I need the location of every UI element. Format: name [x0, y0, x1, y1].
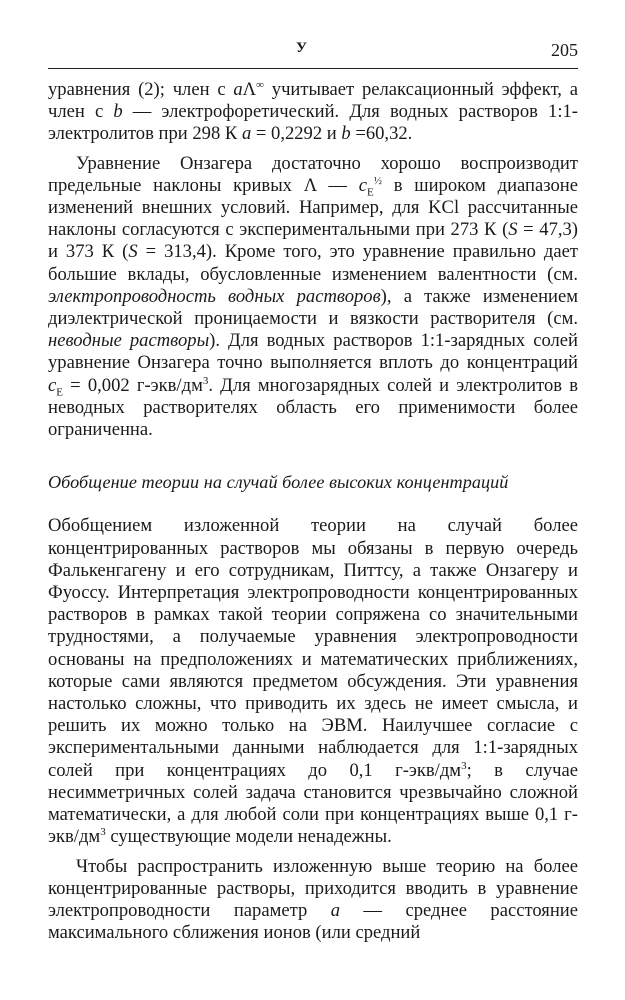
text-run: Чтобы распространить изложенную выше теорию на более концентрированные растворы, приходится вводить в уравнение электропроводности параметр	[48, 855, 578, 921]
text-run: . Для многозарядных солей и электролитов в неводных растворителях область его применимости более ограниченна.	[48, 374, 579, 441]
running-head	[48, 30, 578, 60]
symbol-s: S	[508, 219, 518, 241]
text-run: — среднее расстояние максимального сближения ионов (или средний	[48, 899, 578, 944]
text-run: ; в случае несимметричных солей задача становится чрезвычайно сложной математически, а для любой соли при концентрациях выше 0,1 г-экв/дм	[48, 759, 579, 848]
superscript-infinity: ∞	[256, 78, 264, 91]
paragraph-2	[48, 153, 578, 442]
symbol-c: c	[358, 174, 368, 196]
symbol-b: b	[341, 123, 351, 145]
cross-reference-link: электропроводность водных растворов	[48, 285, 381, 307]
paragraph-3	[48, 515, 578, 848]
text-run: учитывает релаксационный эффект, а член с	[48, 79, 578, 123]
subscript-e: E	[367, 186, 374, 199]
symbol-c: c	[48, 374, 57, 396]
text-run: =60,32.	[350, 123, 413, 145]
subscript-e: E	[56, 386, 63, 399]
superscript-3: 3	[100, 826, 106, 839]
paragraph-4	[48, 856, 578, 945]
text-run: Уравнение Онзагера достаточно хорошо воспроизводит предельные наклоны кривых Λ —	[48, 152, 578, 196]
text-run: ), а также изменением диэлектрической проницаемости и вязкости растворителя (см.	[48, 285, 578, 330]
text-run: — электрофоретический. Для водных растворов 1:1-электролитов при 298 К	[48, 101, 578, 145]
text-run: уравнения (2); член с	[48, 79, 234, 100]
superscript-3: 3	[461, 759, 467, 772]
text-run: существующие модели ненадежны.	[105, 826, 392, 848]
text-run: Обобщением изложенной теории на случай более концентрированных растворов мы обязаны в первую очередь Фалькенгагену и его сотрудникам, Питтсу, а также Онзагеру и Фуоссу. Интерпретация электропроводности концентрированных растворов в рамках такой теории сопряжена со значительными трудностями, а получаемые уравнения электропроводности основаны на предположениях и математических приближениях, которые сами являются предметом обсуждения. Эти уравнения настолько сложны, что приводить их здесь не имеет смысла, и решить их можно только на ЭВМ. Наилучшее согласие с экспериментальными данными наблюдается для 1:1-зарядных солей при концентрациях до 0,1 г-экв/дм	[48, 515, 578, 781]
text-run: в широком диапазоне изменений внешних условий. Например, для KCl рассчитанные наклоны согласуются с экспериментальными при 273 К (	[48, 174, 578, 241]
cross-reference-link: неводные растворы	[48, 330, 210, 352]
body-text	[48, 79, 578, 944]
section-letter: У	[296, 40, 308, 56]
symbol-s: S	[128, 241, 138, 263]
book-page	[48, 30, 578, 944]
text-run: = 0,002 г-экв/дм	[63, 374, 203, 396]
superscript-3: 3	[202, 374, 209, 387]
superscript-half: ½	[373, 174, 383, 187]
text-run: = 0,2292 и	[251, 123, 342, 145]
text-run: = 47,3) и 373 К (	[48, 219, 579, 263]
header-rule	[48, 68, 578, 69]
symbol-a: a	[330, 899, 340, 921]
symbol-a: a	[241, 123, 252, 145]
symbol-b: b	[113, 101, 123, 123]
page-number: 205	[551, 40, 578, 60]
text-run: ). Для водных растворов 1:1-зарядных солей уравнение Онзагера точно выполняется вплоть до концентраций	[48, 330, 578, 374]
text-run: = 313,4). Кроме того, это уравнение правильно дает большие вклады, обусловленные изменением валентности (см.	[48, 241, 579, 285]
paragraph-1	[48, 79, 578, 146]
symbol-lambda: Λ	[242, 79, 257, 100]
symbol-a: a	[233, 79, 243, 100]
section-heading: Обобщение теории на случай более высоких концентраций	[48, 472, 509, 493]
